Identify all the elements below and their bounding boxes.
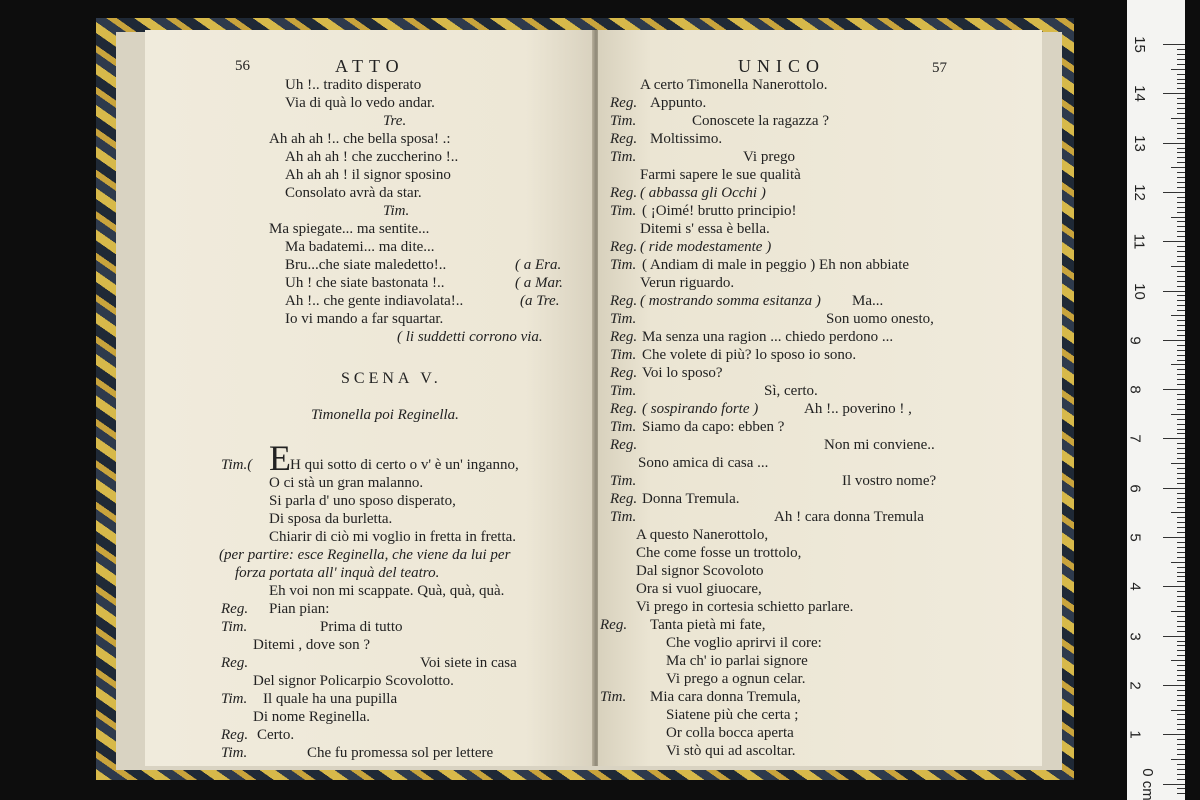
- verse-line: Ma ch' io parlai signore: [666, 653, 808, 669]
- verse-line: A questo Nanerottolo,: [636, 527, 769, 543]
- ruler-tick: [1177, 138, 1185, 139]
- verse-line: Pian pian:: [269, 601, 330, 617]
- speaker-label: Tim.: [610, 311, 637, 327]
- ruler-tick: [1171, 463, 1185, 464]
- ruler-tick: [1177, 429, 1185, 430]
- ruler-tick: [1163, 488, 1185, 489]
- verse-line: Uh !.. tradito disperato: [285, 77, 422, 93]
- ruler-number: 2: [1126, 681, 1144, 690]
- speaker-heading: Tim.: [383, 203, 410, 219]
- speaker-label: Tim.: [610, 473, 637, 489]
- ruler-tick: [1177, 221, 1185, 222]
- speaker-label: Tim.: [610, 347, 637, 363]
- ruler-tick: [1177, 793, 1185, 794]
- ruler-number: 15: [1130, 36, 1148, 53]
- verse-line: Via di quà lo vedo andar.: [285, 95, 435, 111]
- verse-line: Di nome Reginella.: [253, 709, 371, 725]
- ruler-tick: [1177, 433, 1185, 434]
- ruler-tick: [1177, 231, 1185, 232]
- ruler-tick: [1163, 537, 1185, 538]
- ruler-tick: [1177, 404, 1185, 405]
- ruler-tick: [1177, 54, 1185, 55]
- ruler-tick: [1177, 443, 1185, 444]
- verse-line: Uh ! che siate bastonata !..: [285, 275, 445, 291]
- ruler-tick: [1177, 419, 1185, 420]
- verse-line: Conoscete la ragazza ?: [692, 113, 829, 129]
- verse-line: Vi stò qui ad ascoltar.: [666, 743, 796, 759]
- ruler-tick: [1177, 744, 1185, 745]
- ruler-number: 1: [1126, 730, 1144, 739]
- ruler-tick: [1177, 645, 1185, 646]
- verse-line: Che come fosse un trottolo,: [636, 545, 802, 561]
- ruler-tick: [1177, 724, 1185, 725]
- ruler-tick: [1163, 734, 1185, 735]
- ruler-tick: [1177, 749, 1185, 750]
- verse-line: H qui sotto di certo o v' è un' inganno,: [290, 457, 519, 473]
- ruler-tick: [1177, 226, 1185, 227]
- ruler-number: 11: [1130, 233, 1148, 250]
- ruler-number: 10: [1130, 282, 1148, 300]
- ruler-tick: [1171, 414, 1185, 415]
- stage-direction: ( ride modestamente ): [640, 239, 772, 255]
- ruler-tick: [1177, 458, 1185, 459]
- ruler-tick: [1177, 157, 1185, 158]
- verse-line: Il vostro nome?: [842, 473, 937, 489]
- right-running-head: UNICO: [738, 56, 825, 76]
- ruler-tick: [1163, 685, 1185, 686]
- ruler-tick: [1177, 172, 1185, 173]
- ruler-number: 5: [1126, 533, 1144, 542]
- ruler-tick: [1177, 74, 1185, 75]
- ruler-tick: [1163, 192, 1185, 193]
- ruler-tick: [1171, 512, 1185, 513]
- speaker-label: Reg.: [221, 601, 249, 617]
- ruler-tick: [1177, 650, 1185, 651]
- ruler-tick: [1177, 483, 1185, 484]
- speaker-label: Reg.: [610, 329, 638, 345]
- verse-line: Sì, certo.: [764, 383, 818, 399]
- ruler-tick: [1177, 374, 1185, 375]
- ruler-number: 13: [1130, 134, 1148, 152]
- ruler-tick: [1177, 394, 1185, 395]
- verse-line: Siamo da capo: ebben ?: [642, 419, 785, 435]
- ruler-tick: [1177, 719, 1185, 720]
- verse-line: Certo.: [257, 727, 295, 743]
- ruler-tick: [1163, 241, 1185, 242]
- stage-direction: ( a Era.: [515, 257, 562, 273]
- ruler-number: 12: [1130, 184, 1148, 201]
- ruler-tick: [1177, 335, 1185, 336]
- ruler-tick: [1177, 567, 1185, 568]
- verse-line: Il quale ha una pupilla: [263, 691, 398, 707]
- ruler-tick: [1171, 660, 1185, 661]
- ruler-tick: [1177, 246, 1185, 247]
- verse-line: Consolato avrà da star.: [285, 185, 422, 201]
- ruler-tick: [1177, 665, 1185, 666]
- speaker-label: Tim.: [221, 745, 248, 761]
- ruler-tick: [1177, 453, 1185, 454]
- verse-line: Siatene più che certa ;: [666, 707, 799, 723]
- ruler-tick: [1177, 695, 1185, 696]
- verse-line: Sono amica di casa ...: [638, 455, 769, 471]
- speaker-label: Tim.: [221, 619, 248, 635]
- verse-line: Ora si vuol giuocare,: [636, 581, 762, 597]
- verse-line: Vi prego in cortesia schietto parlare.: [636, 599, 854, 615]
- ruler-tick: [1163, 438, 1185, 439]
- ruler-tick: [1177, 300, 1185, 301]
- verse-line: Mia cara donna Tremula,: [650, 689, 801, 705]
- speaker-label: Tim.: [610, 203, 637, 219]
- ruler-tick: [1163, 291, 1185, 292]
- ruler-tick: [1177, 98, 1185, 99]
- ruler-tick: [1177, 123, 1185, 124]
- ruler-tick: [1177, 360, 1185, 361]
- ruler-tick: [1177, 641, 1185, 642]
- ruler-tick: [1177, 527, 1185, 528]
- ruler-tick: [1163, 93, 1185, 94]
- ruler-tick: [1177, 690, 1185, 691]
- ruler-tick: [1177, 507, 1185, 508]
- ruler-tick: [1177, 182, 1185, 183]
- speaker-label: Reg.: [610, 95, 638, 111]
- verse-line: Vi prego: [743, 149, 796, 165]
- verse-line: Non mi conviene..: [824, 437, 935, 453]
- verse-line: Voi lo sposo?: [642, 365, 723, 381]
- ruler-tick: [1177, 779, 1185, 780]
- ruler-tick: [1171, 69, 1185, 70]
- verse-line: Ma senza una ragion ... chiedo perdono ...: [642, 329, 894, 345]
- ruler-tick: [1177, 606, 1185, 607]
- verse-line: Moltissimo.: [650, 131, 723, 147]
- verse-line: Prima di tutto: [320, 619, 403, 635]
- speaker-label: Reg.: [610, 437, 638, 453]
- verse-line: Appunto.: [650, 95, 707, 111]
- ruler-tick: [1177, 152, 1185, 153]
- verse-line: Che fu promessa sol per lettere: [307, 745, 494, 761]
- ruler-tick: [1177, 64, 1185, 65]
- ruler-tick: [1177, 581, 1185, 582]
- scene-subtitle: Timonella poi Reginella.: [311, 407, 459, 423]
- ruler-tick: [1177, 502, 1185, 503]
- ruler-tick: [1177, 197, 1185, 198]
- ruler-tick: [1177, 493, 1185, 494]
- stage-direction: ( mostrando somma esitanza ): [640, 293, 821, 309]
- ruler-tick: [1177, 631, 1185, 632]
- ruler-tick: [1177, 552, 1185, 553]
- verse-line: Ah ! cara donna Tremula: [774, 509, 924, 525]
- verse-line: Chiarir di ciò mi voglio in fretta in fretta.: [269, 529, 517, 545]
- verse-line: Ah ah ah !.. che bella sposa! .:: [269, 131, 451, 147]
- verse-line: O ci stà un gran malanno.: [269, 475, 424, 491]
- ruler-tick: [1177, 295, 1185, 296]
- ruler-tick: [1163, 340, 1185, 341]
- ruler-tick: [1177, 261, 1185, 262]
- ruler-tick: [1163, 784, 1185, 785]
- ruler-tick: [1163, 143, 1185, 144]
- ruler-tick: [1177, 542, 1185, 543]
- ruler-tick: [1177, 478, 1185, 479]
- ruler-tick: [1177, 276, 1185, 277]
- verse-line: Dal signor Scovoloto: [636, 563, 764, 579]
- right-page: [598, 30, 1042, 766]
- left-page-number: 56: [235, 58, 250, 74]
- ruler-tick: [1177, 729, 1185, 730]
- ruler-tick: [1177, 705, 1185, 706]
- ruler-number: 14: [1130, 85, 1148, 103]
- ruler-tick: [1171, 118, 1185, 119]
- ruler-tick: [1177, 355, 1185, 356]
- ruler-tick: [1177, 148, 1185, 149]
- ruler-tick: [1177, 79, 1185, 80]
- ruler-tick: [1177, 345, 1185, 346]
- ruler-tick: [1177, 202, 1185, 203]
- speaker-label: Tim.: [610, 149, 637, 165]
- ruler-tick: [1177, 310, 1185, 311]
- ruler-tick: [1177, 522, 1185, 523]
- verse-line: Donna Tremula.: [642, 491, 740, 507]
- speaker-label: Tim.: [610, 113, 637, 129]
- ruler-tick: [1177, 596, 1185, 597]
- ruler-tick: [1177, 83, 1185, 84]
- ruler-tick: [1177, 128, 1185, 129]
- ruler-tick: [1177, 49, 1185, 50]
- stage-direction: (a Tre.: [520, 293, 560, 309]
- ruler-tick: [1177, 236, 1185, 237]
- ruler-tick: [1177, 532, 1185, 533]
- ruler-tick: [1163, 636, 1185, 637]
- ruler-tick: [1177, 281, 1185, 282]
- ruler-number: 7: [1126, 434, 1144, 444]
- verse-line: Tanta pietà mi fate,: [650, 617, 766, 633]
- ruler-tick: [1171, 611, 1185, 612]
- ruler-tick: [1177, 591, 1185, 592]
- ruler-tick: [1177, 557, 1185, 558]
- verse-line: Ah !.. che gente indiavolata!..: [285, 293, 464, 309]
- verse-line: Son uomo onesto,: [826, 311, 934, 327]
- verse-line: ( Andiam di male in peggio ) Eh non abbiate: [642, 257, 910, 273]
- ruler-tick: [1177, 739, 1185, 740]
- speaker-label: Reg.: [600, 617, 628, 633]
- ruler-number: 3: [1126, 631, 1144, 641]
- verse-line: Che voglio aprirvi il core:: [666, 635, 822, 651]
- ruler-tick: [1177, 384, 1185, 385]
- verse-line: Eh voi non mi scappate. Quà, quà, quà.: [269, 583, 505, 599]
- verse-line: Ah ah ah ! il signor sposino: [285, 167, 451, 183]
- ruler-tick: [1177, 350, 1185, 351]
- speaker-label: Reg.: [610, 185, 638, 201]
- ruler-tick: [1163, 586, 1185, 587]
- speaker-label: Reg.: [610, 131, 638, 147]
- measuring-ruler: [1127, 0, 1185, 800]
- ruler-tick: [1177, 409, 1185, 410]
- verse-line: Ditemi , dove son ?: [253, 637, 371, 653]
- ruler-tick: [1177, 271, 1185, 272]
- speaker-label: Tim.: [610, 419, 637, 435]
- ruler-tick: [1177, 187, 1185, 188]
- ruler-tick: [1177, 251, 1185, 252]
- stage-direction: forza portata all' inquà del teatro.: [235, 565, 440, 581]
- verse-line: A certo Timonella Nanerottolo.: [640, 77, 828, 93]
- ruler-tick: [1177, 133, 1185, 134]
- ruler-tick: [1177, 103, 1185, 104]
- ruler-tick: [1177, 424, 1185, 425]
- ruler-number: 0 cm: [1138, 767, 1156, 800]
- ruler-tick: [1177, 108, 1185, 109]
- ruler-tick: [1177, 330, 1185, 331]
- verse-line: Si parla d' uno sposo disperato,: [269, 493, 456, 509]
- ruler-tick: [1171, 710, 1185, 711]
- ruler-tick: [1177, 448, 1185, 449]
- verse-line: ( ¡Oimé! brutto principio!: [642, 203, 797, 219]
- ruler-tick: [1177, 473, 1185, 474]
- verse-line: Ah ah ah ! che zuccherino !..: [285, 149, 459, 165]
- verse-line: Bru...che siate maledetto!..: [285, 257, 447, 273]
- ruler-tick: [1177, 774, 1185, 775]
- stage-direction: ( sospirando forte ): [642, 401, 759, 417]
- ruler-tick: [1177, 616, 1185, 617]
- ruler-tick: [1171, 167, 1185, 168]
- ruler-number: 6: [1126, 484, 1144, 493]
- speaker-label: Reg.: [610, 365, 638, 381]
- verse-line: Io vi mando a far squartar.: [285, 311, 444, 327]
- scene-title: SCENA V.: [341, 370, 442, 387]
- ruler-tick: [1177, 59, 1185, 60]
- ruler-tick: [1177, 680, 1185, 681]
- speaker-heading: Tre.: [383, 113, 407, 129]
- left-running-head: ATTO: [335, 56, 405, 76]
- speaker-label: Tim.: [221, 691, 248, 707]
- ruler-tick: [1177, 207, 1185, 208]
- stage-direction: ( a Mar.: [515, 275, 563, 291]
- verse-line: Vi prego a ognun celar.: [666, 671, 806, 687]
- ruler-tick: [1171, 562, 1185, 563]
- ruler-tick: [1177, 626, 1185, 627]
- right-page-number: 57: [932, 60, 947, 76]
- speaker-label: Reg.: [610, 401, 638, 417]
- ruler-tick: [1177, 754, 1185, 755]
- ruler-tick: [1177, 320, 1185, 321]
- verse-line: Farmi sapere le sue qualità: [640, 167, 801, 183]
- verse-line: Ma spiegate... ma sentite...: [269, 221, 430, 237]
- verse-line: Che volete di più? lo sposo io sono.: [642, 347, 857, 363]
- stage-direction: ( li suddetti corrono via.: [397, 329, 543, 345]
- speaker-label: Reg.: [221, 727, 249, 743]
- ruler-tick: [1177, 498, 1185, 499]
- ruler-tick: [1177, 212, 1185, 213]
- ruler-tick: [1177, 113, 1185, 114]
- ruler-tick: [1171, 364, 1185, 365]
- ruler-tick: [1177, 468, 1185, 469]
- stage-direction: ( abbassa gli Occhi ): [640, 185, 766, 201]
- verse-line: Ma...: [852, 293, 884, 309]
- speaker-label: Tim.: [600, 689, 627, 705]
- ruler-tick: [1177, 621, 1185, 622]
- ruler-tick: [1177, 305, 1185, 306]
- ruler-tick: [1171, 759, 1185, 760]
- left-page: [145, 30, 593, 766]
- ruler-number: 9: [1126, 336, 1144, 345]
- stage-direction: (per partire: esce Reginella, che viene da lui per: [219, 547, 511, 563]
- speaker-label: Reg.: [610, 239, 638, 255]
- ruler-tick: [1177, 286, 1185, 287]
- speaker-label: Tim.: [610, 509, 637, 525]
- ruler-tick: [1177, 788, 1185, 789]
- ruler-tick: [1177, 655, 1185, 656]
- ruler-tick: [1177, 714, 1185, 715]
- verse-line: Ditemi s' essa è bella.: [640, 221, 770, 237]
- ruler-tick: [1171, 315, 1185, 316]
- speaker-label: Reg.: [610, 293, 638, 309]
- ruler-tick: [1177, 764, 1185, 765]
- verse-line: Del signor Policarpio Scovolotto.: [253, 673, 454, 689]
- verse-line: Ma badatemi... ma dite...: [285, 239, 435, 255]
- verse-line: Voi siete in casa: [420, 655, 517, 671]
- ruler-tick: [1177, 700, 1185, 701]
- ruler-tick: [1177, 177, 1185, 178]
- verse-line: Di sposa da burletta.: [269, 511, 393, 527]
- speaker-label: Reg.: [610, 491, 638, 507]
- ruler-tick: [1163, 44, 1185, 45]
- verse-line: Verun riguardo.: [640, 275, 735, 291]
- speaker-label: Tim.: [610, 383, 637, 399]
- drop-cap: E: [269, 438, 291, 478]
- ruler-tick: [1177, 769, 1185, 770]
- ruler-tick: [1177, 256, 1185, 257]
- ruler-tick: [1171, 266, 1185, 267]
- verse-line: Or colla bocca aperta: [666, 725, 794, 741]
- speaker-label: Tim.(: [221, 457, 253, 473]
- ruler-tick: [1177, 576, 1185, 577]
- ruler-number: 8: [1126, 385, 1144, 394]
- ruler-tick: [1177, 399, 1185, 400]
- speaker-label: Reg.: [221, 655, 249, 671]
- ruler-tick: [1177, 517, 1185, 518]
- ruler-tick: [1177, 547, 1185, 548]
- ruler-tick: [1163, 389, 1185, 390]
- ruler-tick: [1177, 325, 1185, 326]
- ruler-tick: [1177, 88, 1185, 89]
- speaker-label: Tim.: [610, 257, 637, 273]
- ruler-tick: [1177, 379, 1185, 380]
- ruler-tick: [1177, 369, 1185, 370]
- ruler-tick: [1177, 675, 1185, 676]
- ruler-tick: [1177, 601, 1185, 602]
- ruler-tick: [1177, 572, 1185, 573]
- ruler-tick: [1177, 670, 1185, 671]
- verse-line: Ah !.. poverino ! ,: [804, 401, 912, 417]
- ruler-tick: [1171, 217, 1185, 218]
- ruler-tick: [1177, 162, 1185, 163]
- ruler-number: 4: [1126, 582, 1144, 591]
